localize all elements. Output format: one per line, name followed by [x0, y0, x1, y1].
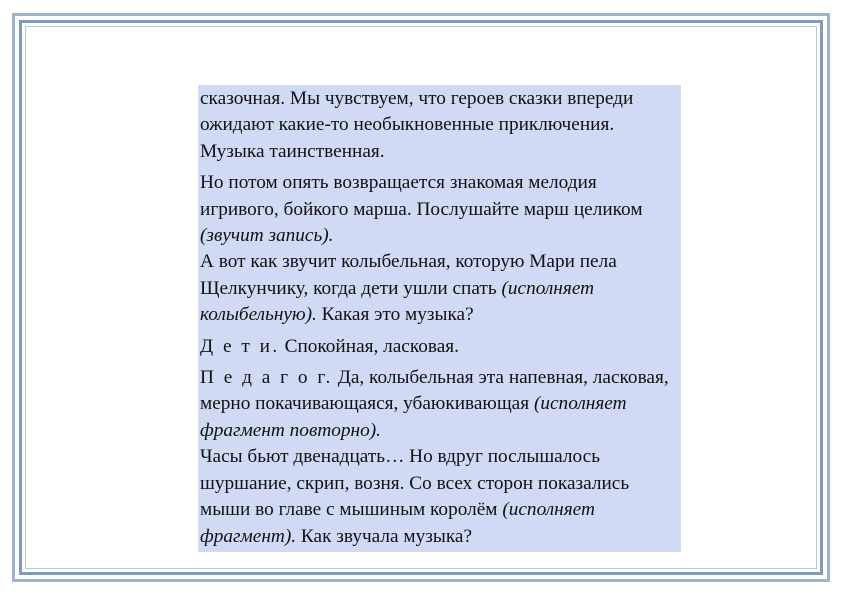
paragraph-2 [200, 170, 679, 249]
paragraph-6-text: Часы бьют двенадцать… Но вдруг послышалось шуршание, скрип, возня. Со всех сторон показались мыши во главе с мышиным королём [200, 446, 630, 521]
paragraph-1 [200, 86, 679, 165]
paragraph-3-text: А вот как звучит колыбельная, которую Мари пела Щелкунчику, когда дети ушли спать [200, 251, 617, 299]
paragraph-2-text: Но потом опять возвращается знакомая мелодия игривого, бойкого марша. Послушайте марш целиком [200, 172, 643, 220]
paragraph-4-text: Спокойная, ласковая. [284, 335, 459, 357]
speaker-teacher: П е д а г о г. [200, 367, 333, 389]
paragraph-6-question: Как звучала музыка? [300, 525, 473, 547]
paragraph-6 [200, 444, 679, 550]
paragraph-5-text: Да, колыбельная эта напевная, ласковая, мерно покачивающаяся, убаюкивающая [200, 367, 669, 415]
paragraph-3-question: Какая это музыка? [321, 304, 474, 326]
paragraph-4 [200, 334, 679, 360]
text-block [198, 85, 681, 552]
paragraph-3 [200, 249, 679, 328]
paragraph-5 [200, 365, 679, 444]
paragraph-6-remark: (исполняет фрагмент). [200, 499, 595, 547]
paragraph-3-remark: (исполняет колыбельную). [200, 277, 595, 326]
paragraph-1-text: сказочная. Мы чувствуем, что героев сказки впереди ожидают какие-то необыкновенные приключения. Музыка таинственная. [200, 88, 634, 162]
speaker-children: Д е т и. [200, 335, 280, 357]
paragraph-5-remark: (исполняет фрагмент повторно). [200, 393, 627, 441]
paragraph-2-remark: (звучит запись). [200, 225, 334, 247]
